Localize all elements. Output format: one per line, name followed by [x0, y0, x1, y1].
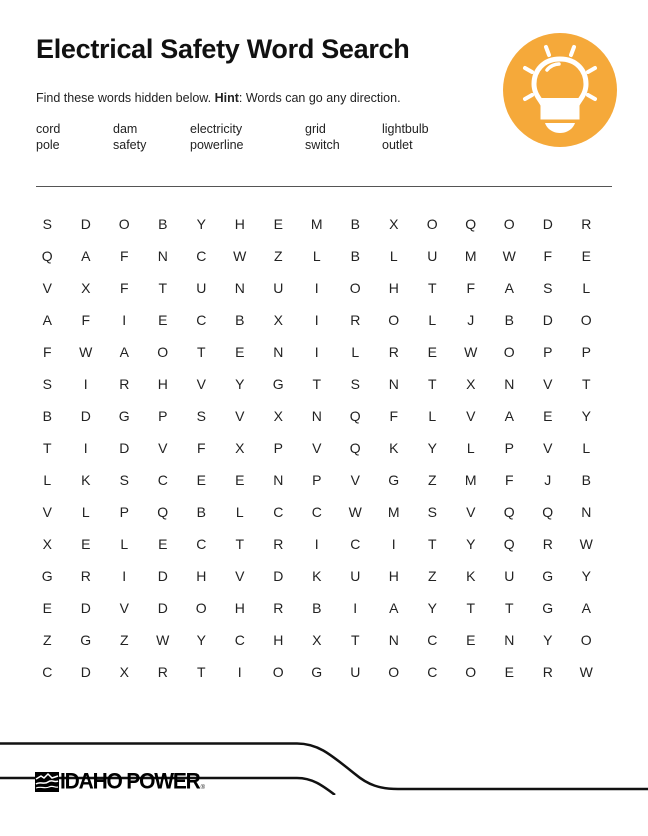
grid-letter: E	[81, 536, 91, 552]
grid-letter: O	[503, 216, 515, 232]
grid-letter: F	[466, 280, 476, 296]
grid-letter: Z	[42, 632, 52, 648]
grid-letter: A	[389, 600, 399, 616]
grid-letter: I	[353, 600, 358, 616]
grid-letter: N	[273, 472, 284, 488]
grid-letter: E	[235, 344, 245, 360]
grid-letter: C	[196, 536, 207, 552]
grid-letter: T	[427, 280, 437, 296]
grid-letter: H	[388, 568, 399, 584]
grid-letter: C	[42, 664, 53, 680]
grid-letter: B	[42, 408, 52, 424]
grid-letter: R	[273, 600, 284, 616]
grid-letter: B	[350, 216, 360, 232]
grid-letter: I	[83, 376, 88, 392]
grid-letter: E	[196, 472, 206, 488]
grid-letter: Y	[196, 216, 206, 232]
grid-letter: V	[466, 408, 476, 424]
grid-letter: S	[427, 504, 437, 520]
grid-letter: H	[234, 600, 245, 616]
grid-letter: L	[428, 408, 437, 424]
grid-letter: Y	[581, 408, 591, 424]
grid-letter: N	[234, 280, 245, 296]
grid-letter: H	[196, 568, 207, 584]
page-title: Electrical Safety Word Search	[36, 34, 410, 64]
grid-letter: I	[122, 568, 127, 584]
grid-letter: I	[122, 312, 127, 328]
grid-letter: N	[504, 376, 515, 392]
grid-letter: F	[504, 472, 514, 488]
grid-letter: Q	[349, 440, 361, 456]
grid-letter: X	[389, 216, 399, 232]
grid-letter: B	[235, 312, 245, 328]
grid-letter: I	[391, 536, 396, 552]
grid-letter: D	[157, 568, 168, 584]
grid-letter: A	[119, 344, 129, 360]
grid-letter: V	[543, 440, 553, 456]
grid-letter: D	[119, 440, 130, 456]
grid-letter: E	[235, 472, 245, 488]
grid-letter: W	[79, 344, 93, 360]
grid-letter: T	[466, 600, 476, 616]
grid-letter: V	[42, 504, 52, 520]
mountain-logo-icon	[35, 772, 59, 792]
grid-letter: L	[466, 440, 475, 456]
grid-letter: L	[351, 344, 360, 360]
grid-letter: N	[157, 248, 168, 264]
grid-letter: L	[312, 248, 321, 264]
grid-letter: B	[581, 472, 591, 488]
grid-letter: K	[466, 568, 476, 584]
grid-letter: U	[504, 568, 515, 584]
grid-letter: C	[350, 536, 361, 552]
grid-letter: P	[543, 344, 553, 360]
grid-letter: X	[81, 280, 91, 296]
grid-letter: X	[42, 536, 52, 552]
grid-letter: Y	[427, 600, 437, 616]
grid-letter: S	[350, 376, 360, 392]
grid-letter: W	[502, 248, 516, 264]
grid-letter: E	[158, 536, 168, 552]
grid-letter: M	[387, 504, 400, 520]
grid-letter: W	[579, 536, 593, 552]
grid-letter: U	[350, 664, 361, 680]
grid-letter: C	[311, 504, 322, 520]
grid-letter: T	[235, 536, 245, 552]
grid-letter: L	[43, 472, 52, 488]
grid-letter: F	[196, 440, 206, 456]
grid-letter: H	[273, 632, 284, 648]
grid-letter: P	[504, 440, 514, 456]
grid-letter: T	[42, 440, 52, 456]
grid-letter: D	[542, 312, 553, 328]
grid-letter: V	[543, 376, 553, 392]
grid-letter: Y	[235, 376, 245, 392]
grid-letter: I	[314, 344, 319, 360]
grid-letter: O	[195, 600, 207, 616]
grid-letter: X	[312, 632, 322, 648]
grid-letter: F	[543, 248, 553, 264]
grid-letter: Q	[465, 216, 477, 232]
grid-letter: G	[542, 568, 554, 584]
grid-letter: Y	[581, 568, 591, 584]
grid-letter: K	[389, 440, 399, 456]
grid-letter: N	[388, 376, 399, 392]
grid-letter: A	[581, 600, 591, 616]
word-item: grid	[305, 122, 326, 136]
grid-letter: D	[80, 216, 91, 232]
grid-letter: V	[235, 408, 245, 424]
grid-letter: E	[42, 600, 52, 616]
grid-letter: Z	[427, 568, 437, 584]
grid-letter: C	[196, 312, 207, 328]
grid-letter: H	[388, 280, 399, 296]
grid-letter: D	[542, 216, 553, 232]
grid-letter: C	[273, 504, 284, 520]
grid-letter: M	[464, 472, 477, 488]
word-item: electricity	[190, 122, 243, 136]
grid-letter: E	[581, 248, 591, 264]
idaho-power-logo	[35, 770, 205, 794]
grid-letter: V	[235, 568, 245, 584]
grid-letter: G	[388, 472, 400, 488]
grid-letter: Y	[427, 440, 437, 456]
grid-letter: T	[158, 280, 168, 296]
grid-letter: T	[196, 664, 206, 680]
grid-letter: R	[273, 536, 284, 552]
grid-letter: V	[119, 600, 129, 616]
grid-letter: T	[427, 376, 437, 392]
grid-letter: L	[235, 504, 244, 520]
grid-letter: O	[272, 664, 284, 680]
grid-letter: T	[196, 344, 206, 360]
hint-label: Hint	[214, 91, 239, 105]
grid-letter: T	[581, 376, 591, 392]
grid-letter: I	[314, 536, 319, 552]
letter-grid	[28, 214, 606, 694]
grid-letter: Y	[543, 632, 553, 648]
grid-letter: V	[466, 504, 476, 520]
grid-letter: R	[157, 664, 168, 680]
grid-letter: V	[350, 472, 360, 488]
grid-letter: R	[80, 568, 91, 584]
grid-letter: R	[350, 312, 361, 328]
grid-letter: G	[41, 568, 53, 584]
grid-letter: O	[118, 216, 130, 232]
grid-letter: I	[314, 280, 319, 296]
grid-letter: Q	[157, 504, 169, 520]
grid-letter: W	[233, 248, 247, 264]
word-item: safety	[113, 138, 147, 152]
word-item: lightbulb	[382, 122, 429, 136]
grid-letter: F	[42, 344, 52, 360]
grid-letter: F	[119, 280, 129, 296]
grid-letter: W	[156, 632, 170, 648]
hint-text: : Words can go any direction.	[238, 91, 401, 105]
grid-letter: L	[582, 280, 591, 296]
grid-letter: W	[348, 504, 362, 520]
grid-letter: N	[273, 344, 284, 360]
grid-letter: Y	[196, 632, 206, 648]
grid-letter: E	[273, 216, 283, 232]
grid-letter: E	[543, 408, 553, 424]
grid-letter: N	[388, 632, 399, 648]
grid-letter: E	[158, 312, 168, 328]
grid-letter: C	[157, 472, 168, 488]
grid-letter: N	[311, 408, 322, 424]
grid-letter: X	[235, 440, 245, 456]
grid-letter: C	[427, 632, 438, 648]
grid-letter: P	[312, 472, 322, 488]
word-item: powerline	[190, 138, 244, 152]
grid-letter: P	[158, 408, 168, 424]
grid-letter: B	[196, 504, 206, 520]
grid-letter: G	[272, 376, 284, 392]
instructions	[36, 91, 401, 105]
grid-letter: G	[311, 664, 323, 680]
grid-letter: W	[579, 664, 593, 680]
grid-letter: W	[464, 344, 478, 360]
grid-letter: S	[543, 280, 553, 296]
grid-letter: F	[389, 408, 399, 424]
grid-letter: U	[427, 248, 438, 264]
grid-letter: J	[467, 312, 475, 328]
grid-letter: B	[312, 600, 322, 616]
grid-letter: K	[312, 568, 322, 584]
grid-letter: U	[273, 280, 284, 296]
grid-letter: G	[118, 408, 130, 424]
grid-letter: B	[350, 248, 360, 264]
logo-text: IDAHO POWER	[60, 769, 200, 794]
grid-letter: Q	[542, 504, 554, 520]
grid-letter: V	[42, 280, 52, 296]
grid-letter: T	[350, 632, 360, 648]
grid-letter: R	[542, 536, 553, 552]
grid-letter: X	[273, 312, 283, 328]
grid-letter: J	[544, 472, 552, 488]
grid-letter: B	[158, 216, 168, 232]
grid-letter: Q	[503, 504, 515, 520]
grid-letter: R	[119, 376, 130, 392]
word-list	[36, 122, 462, 152]
grid-letter: A	[42, 312, 52, 328]
grid-letter: D	[80, 664, 91, 680]
grid-letter: C	[427, 664, 438, 680]
grid-letter: L	[428, 312, 437, 328]
grid-letter: G	[80, 632, 92, 648]
grid-letter: D	[80, 408, 91, 424]
grid-letter: N	[504, 632, 515, 648]
word-item: switch	[305, 138, 340, 152]
grid-letter: C	[196, 248, 207, 264]
grid-letter: N	[581, 504, 592, 520]
instructions-text: Find these words hidden below.	[36, 91, 215, 105]
grid-letter: L	[389, 248, 398, 264]
grid-letter: H	[234, 216, 245, 232]
grid-letter: T	[504, 600, 514, 616]
grid-letter: Z	[427, 472, 437, 488]
grid-letter: P	[273, 440, 283, 456]
word-item: pole	[36, 138, 60, 152]
grid-letter: O	[157, 344, 169, 360]
grid-letter: O	[388, 312, 400, 328]
grid-letter: A	[81, 248, 91, 264]
grid-letter: F	[81, 312, 91, 328]
grid-letter: G	[542, 600, 554, 616]
grid-letter: L	[120, 536, 129, 552]
grid-letter: E	[466, 632, 476, 648]
lightbulb-icon	[503, 33, 617, 147]
grid-letter: O	[580, 312, 592, 328]
grid-letter: I	[237, 664, 242, 680]
grid-letter: O	[388, 664, 400, 680]
grid-letter: O	[465, 664, 477, 680]
grid-letter: O	[349, 280, 361, 296]
grid-letter: S	[196, 408, 206, 424]
grid-letter: A	[504, 280, 514, 296]
grid-letter: S	[42, 376, 52, 392]
grid-letter: X	[466, 376, 476, 392]
grid-letter: E	[504, 664, 514, 680]
grid-letter: X	[273, 408, 283, 424]
grid-letter: Q	[349, 408, 361, 424]
grid-letter: M	[310, 216, 323, 232]
grid-letter: S	[42, 216, 52, 232]
word-item: dam	[113, 122, 138, 136]
grid-letter: I	[314, 312, 319, 328]
grid-letter: Q	[503, 536, 515, 552]
grid-letter: V	[158, 440, 168, 456]
grid-letter: L	[81, 504, 90, 520]
grid-letter: H	[157, 376, 168, 392]
divider	[36, 186, 612, 187]
grid-letter: U	[350, 568, 361, 584]
grid-letter: Z	[119, 632, 129, 648]
grid-letter: Q	[41, 248, 53, 264]
grid-letter: V	[312, 440, 322, 456]
grid-letter: K	[81, 472, 91, 488]
grid-letter: S	[119, 472, 129, 488]
grid-letter: Y	[466, 536, 476, 552]
grid-letter: R	[542, 664, 553, 680]
grid-letter: V	[196, 376, 206, 392]
grid-letter: C	[234, 632, 245, 648]
grid-letter: F	[119, 248, 129, 264]
grid-letter: D	[157, 600, 168, 616]
grid-letter: P	[119, 504, 129, 520]
grid-letter: T	[312, 376, 322, 392]
grid-letter: R	[581, 216, 592, 232]
grid-letter: A	[504, 408, 514, 424]
grid-letter: P	[581, 344, 591, 360]
word-item: outlet	[382, 138, 413, 152]
grid-letter: R	[388, 344, 399, 360]
grid-letter: X	[119, 664, 129, 680]
grid-letter: I	[83, 440, 88, 456]
registered-mark: ®	[200, 785, 206, 791]
grid-letter: B	[504, 312, 514, 328]
grid-letter: O	[580, 632, 592, 648]
grid-letter: E	[427, 344, 437, 360]
grid-letter: L	[582, 440, 591, 456]
grid-letter: D	[273, 568, 284, 584]
grid-letter: M	[464, 248, 477, 264]
grid-letter: D	[80, 600, 91, 616]
grid-letter: O	[503, 344, 515, 360]
grid-letter: Z	[273, 248, 283, 264]
grid-letter: U	[196, 280, 207, 296]
word-item: cord	[36, 122, 61, 136]
grid-letter: O	[426, 216, 438, 232]
grid-letter: T	[427, 536, 437, 552]
